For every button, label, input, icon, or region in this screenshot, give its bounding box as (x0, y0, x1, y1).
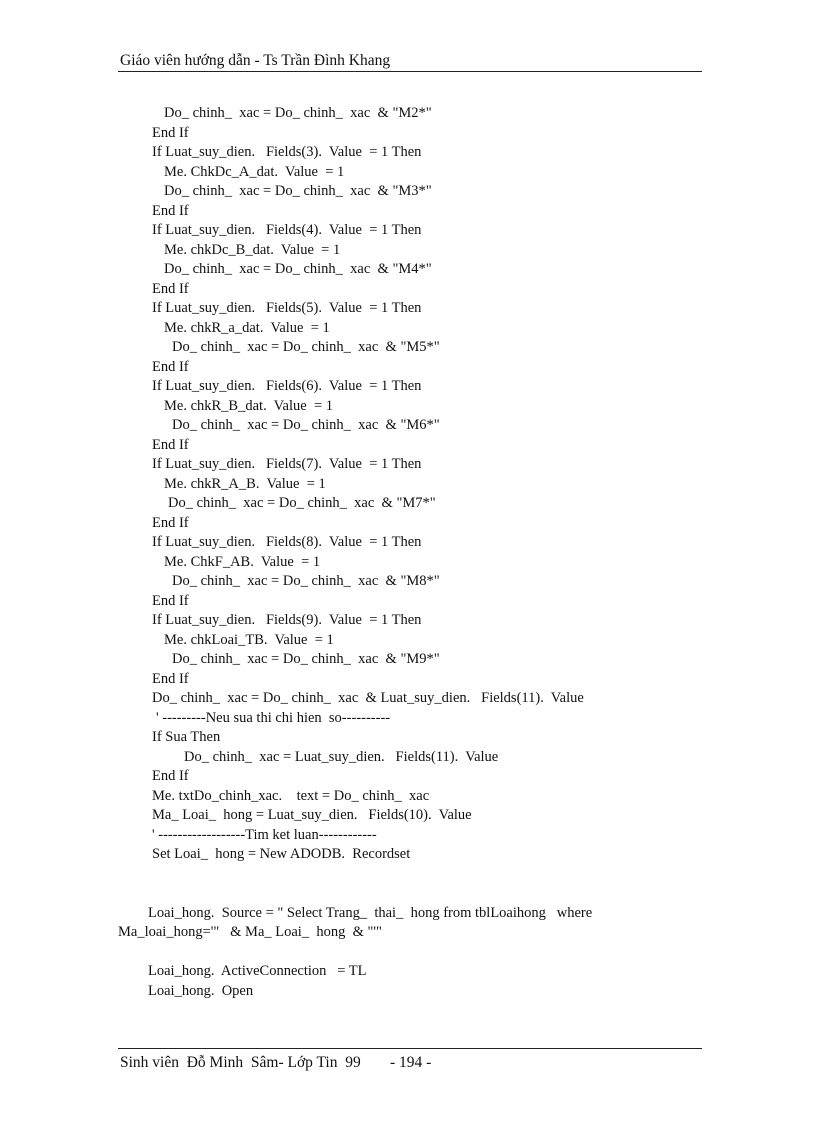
code-line: Loai_hong. Source = " Select Trang_ thai_ hong from tblLoaihong where (148, 905, 593, 921)
code-line: ' ------------------Tim ket luan------------ (152, 827, 377, 843)
code-line: If Luat_suy_dien. Fields(5). Value = 1 Then (152, 300, 422, 316)
code-line: If Luat_suy_dien. Fields(8). Value = 1 Then (152, 534, 422, 550)
code-line: If Luat_suy_dien. Fields(3). Value = 1 Then (152, 144, 422, 160)
code-line: End If (152, 359, 189, 375)
code-line: Loai_hong. Open (148, 983, 254, 999)
code-line: Ma_ Loai_ hong = Luat_suy_dien. Fields(10). Value (152, 807, 472, 823)
code-line: Me. chkR_A_B. Value = 1 (164, 476, 326, 492)
code-line: ' ---------Neu sua thi chi hien so---------- (156, 710, 391, 726)
code-line: If Luat_suy_dien. Fields(9). Value = 1 Then (152, 612, 422, 628)
code-line: End If (152, 671, 189, 687)
footer-rule (118, 1048, 702, 1049)
code-line: If Luat_suy_dien. Fields(6). Value = 1 Then (152, 378, 422, 394)
page-header: Giáo viên hướng dẫn - Ts Trần Đình Khang (120, 52, 391, 69)
code-line: If Sua Then (152, 729, 221, 745)
code-line: Me. chkDc_B_dat. Value = 1 (164, 242, 341, 258)
code-line: Do_ chinh_ xac = Do_ chinh_ xac & "M3*" (164, 183, 432, 199)
code-line: Ma_loai_hong='" & Ma_ Loai_ hong & "'" (118, 924, 382, 940)
code-line: Do_ chinh_ xac = Do_ chinh_ xac & "M8*" (172, 573, 440, 589)
code-line: Do_ chinh_ xac = Do_ chinh_ xac & Luat_suy_dien. Fields(11). Value (152, 690, 584, 706)
code-line: End If (152, 281, 189, 297)
code-line: Me. chkR_a_dat. Value = 1 (164, 320, 330, 336)
code-line: Me. ChkF_AB. Value = 1 (164, 554, 321, 570)
code-line: Me. ChkDc_A_dat. Value = 1 (164, 164, 345, 180)
code-line: Do_ chinh_ xac = Do_ chinh_ xac & "M2*" (164, 105, 432, 121)
header-rule (118, 71, 702, 72)
code-line: End If (152, 203, 189, 219)
code-line: End If (152, 768, 189, 784)
code-line: Do_ chinh_ xac = Do_ chinh_ xac & "M5*" (172, 339, 440, 355)
code-line: If Luat_suy_dien. Fields(7). Value = 1 Then (152, 456, 422, 472)
footer-author: Sinh viên Đỗ Minh Sâm- Lớp Tin 99 (120, 1054, 361, 1071)
code-line: End If (152, 515, 189, 531)
code-line: Do_ chinh_ xac = Luat_suy_dien. Fields(11). Value (184, 749, 499, 765)
code-line: Me. chkLoai_TB. Value = 1 (164, 632, 334, 648)
code-line: Do_ chinh_ xac = Do_ chinh_ xac & "M7*" (168, 495, 436, 511)
code-line: End If (152, 125, 189, 141)
page-number: - 194 - (390, 1054, 432, 1071)
code-line: Me. chkR_B_dat. Value = 1 (164, 398, 334, 414)
code-line: End If (152, 593, 189, 609)
code-line: If Luat_suy_dien. Fields(4). Value = 1 Then (152, 222, 422, 238)
code-line: Loai_hong. ActiveConnection = TL (148, 963, 367, 979)
code-line: Do_ chinh_ xac = Do_ chinh_ xac & "M4*" (164, 261, 432, 277)
code-line: Set Loai_ hong = New ADODB. Recordset (152, 846, 411, 862)
code-line: Do_ chinh_ xac = Do_ chinh_ xac & "M6*" (172, 417, 440, 433)
code-line: Me. txtDo_chinh_xac. text = Do_ chinh_ xac (152, 788, 430, 804)
code-line: Do_ chinh_ xac = Do_ chinh_ xac & "M9*" (172, 651, 440, 667)
code-line: End If (152, 437, 189, 453)
